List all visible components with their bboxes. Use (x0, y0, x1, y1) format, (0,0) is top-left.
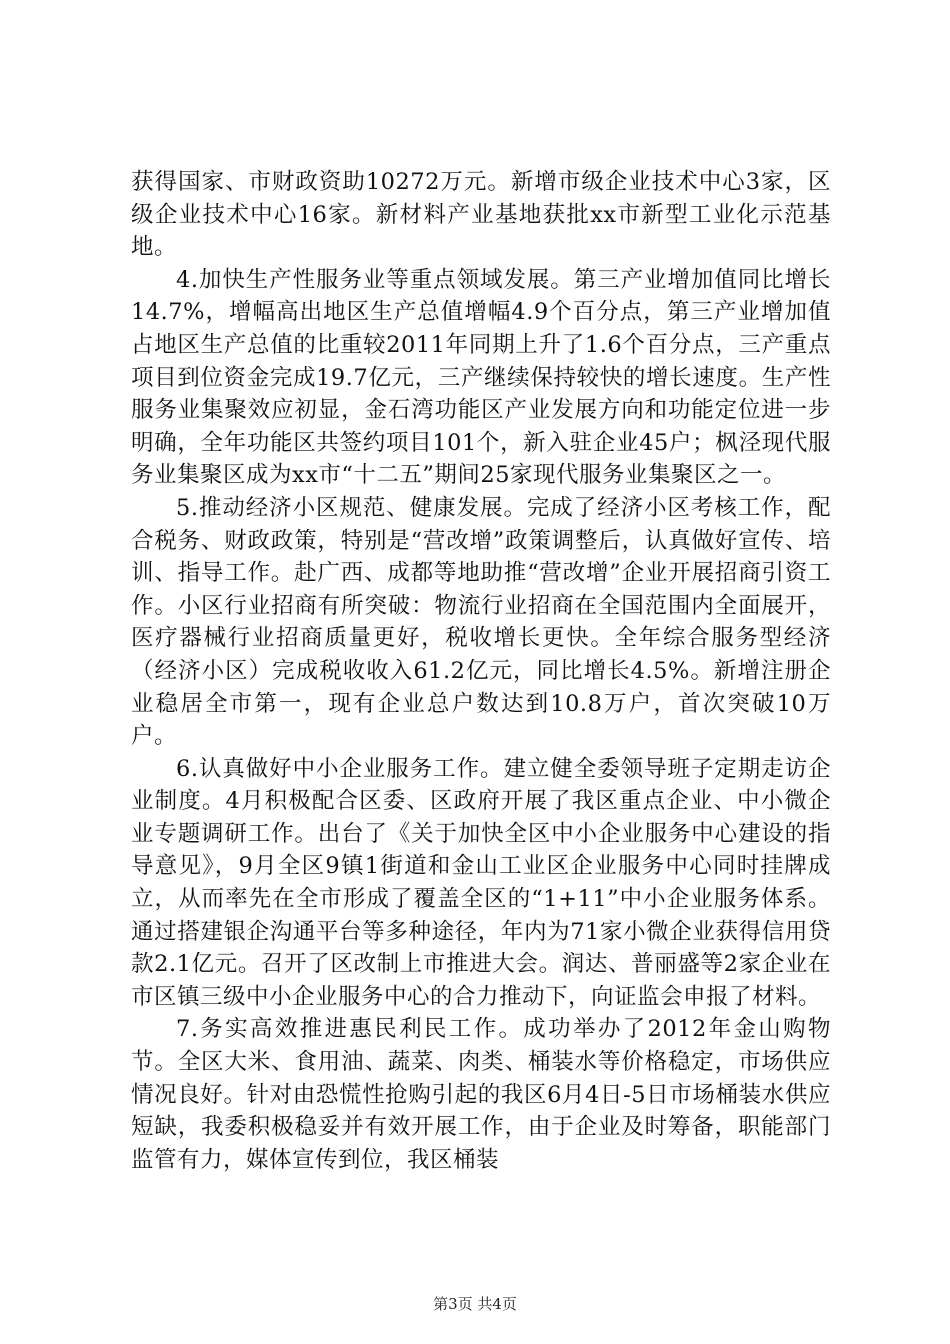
page-number-footer: 第3页 共4页 (433, 1295, 517, 1313)
paragraph-item-7: 7.务实高效推进惠民利民工作。成功举办了2012年金山购物节。全区大米、食用油、蔬菜、肉类、桶装水等价格稳定，市场供应情况良好。针对由恐慌性抢购引起的我区6月4日-5日市场桶装水供应短缺，我委积极稳妥并有效开展工作，由于企业及时筹备，职能部门监管有力，媒体宣传到位，我区桶装 (131, 1016, 831, 1173)
paragraph-item-4: 4.加快生产性服务业等重点领域发展。第三产业增加值同比增长14.7%，增幅高出地区生产总值增幅4.9个百分点，第三产业增加值占地区生产总值的比重较2011年同期上升了1.6个百分点，三产重点项目到位资金完成19.7亿元，三产继续保持较快的增长速度。生产性服务业集聚效应初显，金石湾功能区产业发展方向和功能定位进一步明确，全年功能区共签约项目101个，新入驻企业45户；枫泾现代服务业集聚区成为xx市“十二五”期间25家现代服务业集聚区之一。 (131, 266, 831, 489)
document-body (131, 166, 831, 1176)
paragraph-item-5: 5.推动经济小区规范、健康发展。完成了经济小区考核工作，配合税务、财政政策，特别是“营改增”政策调整后，认真做好宣传、培训、指导工作。赴广西、成都等地助推“营改增”企业开展招商引资工作。小区行业招商有所突破：物流行业招商在全国范围内全面展开，医疗器械行业招商质量更好，税收增长更快。全年综合服务型经济（经济小区）完成税收收入61.2亿元，同比增长4.5%。新增注册企业稳居全市第一，现有企业总户数达到10.8万户，首次突破10万户。 (131, 494, 831, 750)
paragraph-continuation: 获得国家、市财政资助10272万元。新增市级企业技术中心3家，区级企业技术中心16家。新材料产业基地获批xx市新型工业化示范基地。 (131, 169, 831, 261)
paragraph-item-6: 6.认真做好中小企业服务工作。建立健全委领导班子定期走访企业制度。4月积极配合区委、区政府开展了我区重点企业、中小微企业专题调研工作。出台了《关于加快全区中小企业服务中心建设的指导意见》，9月全区9镇1街道和金山工业区企业服务中心同时挂牌成立，从而率先在全市形成了覆盖全区的“1+11”中小企业服务体系。通过搭建银企沟通平台等多种途径，年内为71家小微企业获得信用贷款2.1亿元。召开了区改制上市推进大会。润达、普丽盛等2家企业在市区镇三级中小企业服务中心的合力推动下，向证监会申报了材料。 (131, 755, 831, 1010)
